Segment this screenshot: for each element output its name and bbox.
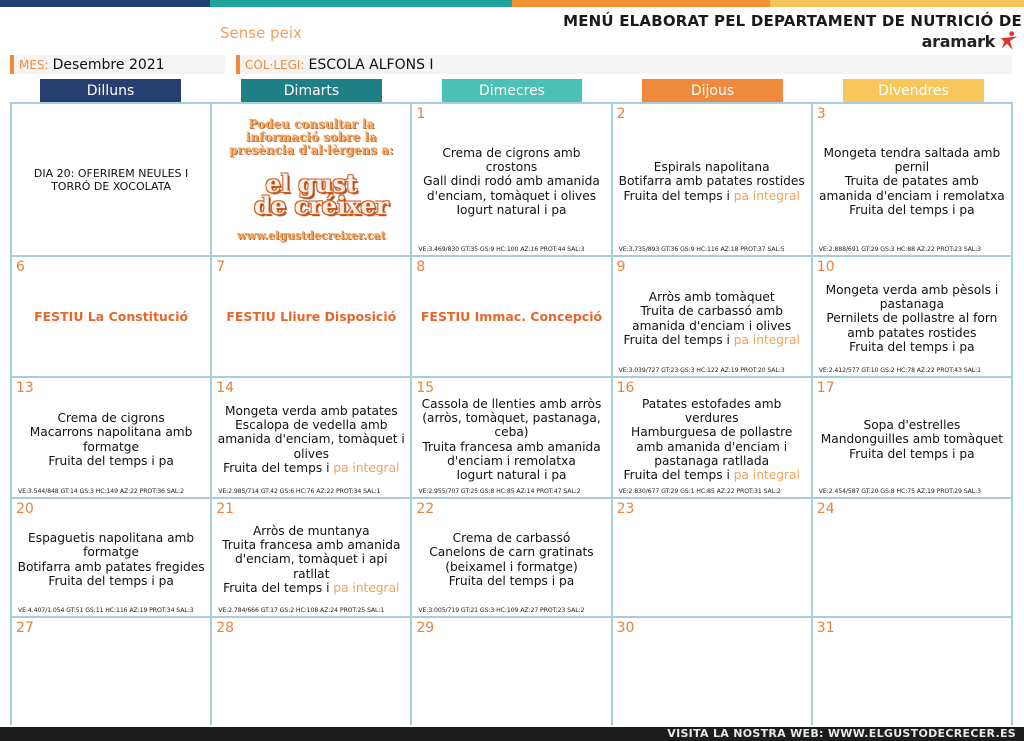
day-cell xyxy=(412,104,610,255)
dessert-fruit: Fruita del temps i xyxy=(623,467,730,482)
whole-grain-bread-label: pa integral xyxy=(733,332,800,347)
menu-dish: Truita de carbassó amb amanida d'enciam i olives xyxy=(632,304,792,333)
menu-content xyxy=(16,394,206,485)
menu-dish: Fruita del temps i pa xyxy=(448,573,575,588)
weekday-header-row xyxy=(0,79,1024,103)
menu-content xyxy=(817,273,1007,364)
menu-dish: Gall dindi rodó amb amanida d'enciam, tomàquet i olives xyxy=(423,174,600,203)
day-number: 20 xyxy=(16,501,34,517)
day-cell xyxy=(813,257,1011,376)
weekday-header-dimarts: Dimarts xyxy=(241,79,382,103)
month-field xyxy=(10,55,225,74)
day-number: 16 xyxy=(616,380,635,396)
nutrition-info: VE:2.888/691 GT:29 GS:3 HC:88 AZ:22 PROT:23 SAL:3 xyxy=(818,246,981,253)
menu-dish: Crema de carbassó xyxy=(452,531,571,546)
nutrition-info: VE:3.039/727 GT:23 GS:3 HC:122 AZ:19 PROT:20 SAL:3 xyxy=(618,367,785,374)
menu-dish: Fruita del temps i pa xyxy=(849,202,975,217)
day-cell xyxy=(613,499,811,616)
menu-dish: Mongeta verda amb patates xyxy=(224,403,398,418)
menu-dish: Botifarra amb patates fregides xyxy=(17,559,205,574)
header-title: MENÚ ELABORAT PEL DEPARTAMENT DE NUTRICIÓ DE xyxy=(563,12,1022,30)
day-number: 23 xyxy=(616,501,635,517)
menu-dish: Truita francesa amb amanida d'enciam, tomàquet i api ratllat xyxy=(222,538,401,581)
menu-content xyxy=(817,394,1007,485)
school-value: ESCOLA ALFONS I xyxy=(308,56,434,73)
menu-dish: Arròs de muntanya xyxy=(252,523,370,538)
menu-content xyxy=(617,273,807,364)
allergen-promo xyxy=(212,104,410,255)
day-cell xyxy=(212,378,410,497)
nutrition-info: VE:2.412/577 GT:10 GS:2 HC:78 AZ:22 PROT:43 SAL:1 xyxy=(818,367,981,374)
menu-content xyxy=(817,120,1007,243)
menu-dish: Truita francesa amb amanida d'enciam i remolatxa xyxy=(422,439,601,468)
school-field xyxy=(236,55,1012,74)
menu-dish: Fruita del temps i pa xyxy=(48,573,174,588)
day-cell xyxy=(613,257,811,376)
day-number: 2 xyxy=(616,106,626,122)
menu-dish: Sopa d'estrelles xyxy=(863,418,961,433)
top-bar-segment xyxy=(210,0,512,7)
footer-bar xyxy=(0,727,1024,741)
top-color-bar xyxy=(0,0,1024,7)
promo-text: Podeu consultar la informació sobre la presència d'al·lèrgens a: xyxy=(229,116,394,157)
menu-dish: Canelons de carn gratinats (beixamel i formatge) xyxy=(429,545,594,574)
day-number: 17 xyxy=(816,380,835,396)
menu-dish: Hamburguesa de pollastre amb amanida d'enciam i pastanaga ratllada xyxy=(631,425,793,468)
day-number: 6 xyxy=(16,259,25,275)
menu-content xyxy=(617,120,807,243)
day-cell xyxy=(613,378,811,497)
menu-content xyxy=(216,394,406,485)
day-number: 3 xyxy=(816,106,826,122)
day-number: 22 xyxy=(416,501,435,517)
day-cell xyxy=(412,378,610,497)
day-number: 10 xyxy=(816,259,835,275)
day-cell xyxy=(212,499,410,616)
nutrition-info: VE:3.005/719 GT:21 GS:3 HC:109 AZ:27 PROT:23 SAL:2 xyxy=(418,607,585,614)
day-cell xyxy=(412,618,610,729)
day-cell xyxy=(613,104,811,255)
notice-cell xyxy=(12,104,210,255)
whole-grain-bread-label: pa integral xyxy=(733,467,800,482)
top-bar-segment xyxy=(512,0,770,7)
day-cell xyxy=(212,618,410,729)
menu-dish: Crema de cigrons xyxy=(57,411,165,426)
dessert-fruit: Fruita del temps i xyxy=(223,580,330,595)
nutrition-info: VE:2.955/707 GT:25 GS:8 HC:85 AZ:14 PROT:47 SAL:2 xyxy=(418,488,581,495)
menu-dessert xyxy=(624,468,800,482)
promo-logo-line2: de créixer xyxy=(254,190,389,220)
menu-content xyxy=(617,394,807,485)
day-number: 7 xyxy=(216,259,226,275)
menu-content xyxy=(16,515,206,604)
menu-dish: Crema de cigrons amb crostons xyxy=(442,145,581,175)
menu-dish: Fruita del temps i pa xyxy=(849,339,975,354)
day-number: 21 xyxy=(216,501,235,517)
month-label: MES: xyxy=(19,57,49,72)
top-bar-segment xyxy=(0,0,210,7)
nutrition-info: VE:2.784/666 GT:17 GS:2 HC:108 AZ:24 PROT:25 SAL:1 xyxy=(218,607,385,614)
whole-grain-bread-label: pa integral xyxy=(733,188,800,203)
menu-dessert xyxy=(223,461,399,475)
menu-dessert xyxy=(223,581,399,595)
menu-dish: Fruita del temps i pa xyxy=(849,446,975,461)
day-number: 24 xyxy=(816,501,835,517)
menu-dish: Espirals napolitana xyxy=(653,160,770,175)
nutrition-info: VE:2.830/677 GT:29 GS:1 HC:85 AZ:22 PROT:31 SAL:2 xyxy=(618,488,781,495)
whole-grain-bread-label: pa integral xyxy=(333,460,400,475)
calendar-grid xyxy=(10,102,1013,725)
menu-dessert xyxy=(624,333,800,347)
day-cell xyxy=(12,257,210,376)
menu-variant-subtitle: Sense peix xyxy=(220,24,302,42)
menu-content xyxy=(216,515,406,604)
top-bar-segment xyxy=(770,0,1024,7)
day-number: 1 xyxy=(416,106,426,122)
notice-text: DIA 20: OFERIREM NEULES I TORRÓ DE XOCOLATA xyxy=(33,166,189,193)
day-number: 29 xyxy=(416,620,435,636)
el-gust-de-creixer-logo xyxy=(234,168,389,220)
day-cell xyxy=(813,378,1011,497)
nutrition-info: VE:2.454/587 GT:20 GS:8 HC:75 AZ:19 PROT:29 SAL:3 xyxy=(818,488,981,495)
dessert-fruit: Fruita del temps i xyxy=(623,188,730,203)
aramark-star-person-icon xyxy=(998,30,1020,52)
day-number: 28 xyxy=(216,620,235,636)
holiday-label: FESTIU Lliure Disposició xyxy=(226,309,397,324)
day-number: 13 xyxy=(16,380,34,396)
nutrition-info: VE:3.735/893 GT:36 GS:9 HC:116 AZ:18 PROT:37 SAL:5 xyxy=(618,246,785,253)
menu-dish: Iogurt natural i pa xyxy=(456,202,567,217)
day-number: 9 xyxy=(616,259,626,275)
brand-name: aramark xyxy=(921,31,995,51)
day-number: 15 xyxy=(416,380,435,396)
day-cell xyxy=(12,499,210,616)
weekday-header-divendres: Divendres xyxy=(843,79,984,103)
school-label: COL·LEGI: xyxy=(245,57,305,72)
nutrition-info: VE:3.469/830 GT:35 GS:9 HC:100 AZ:16 PROT:44 SAL:3 xyxy=(418,246,585,253)
day-number: 27 xyxy=(16,620,34,636)
day-cell xyxy=(813,104,1011,255)
day-cell xyxy=(412,257,610,376)
day-number: 31 xyxy=(816,620,835,636)
menu-dish: Fruita del temps i pa xyxy=(48,453,174,468)
weekday-header-dimecres: Dimecres xyxy=(442,79,582,103)
weekday-header-dilluns: Dilluns xyxy=(40,79,181,103)
holiday-label: FESTIU La Constitució xyxy=(34,309,189,324)
menu-dish: Truita de patates amb amanida d'enciam i remolatxa xyxy=(819,174,1005,203)
menu-dish: Macarrons napolitana amb formatge xyxy=(29,425,193,454)
menu-content xyxy=(416,394,606,485)
menu-dish: Mandonguilles amb tomàquet xyxy=(820,432,1003,447)
whole-grain-bread-label: pa integral xyxy=(333,580,400,595)
nutrition-info: VE:4.407/1.054 GT:51 GS:11 HC:116 AZ:19 PROT:34 SAL:3 xyxy=(18,607,194,614)
footer-website: VISITA LA NOSTRA WEB: WWW.ELGUSTODECRECER.ES xyxy=(667,727,1016,740)
promo-url: www.elgustdecreixer.cat xyxy=(236,228,386,242)
day-cell xyxy=(12,618,210,729)
menu-dish: Espaguetis napolitana amb formatge xyxy=(28,531,195,560)
menu-dish: Cassola de llenties amb arròs (arròs, tomàquet, pastanaga, ceba) xyxy=(421,396,602,440)
day-cell xyxy=(212,257,410,376)
day-cell xyxy=(613,618,811,729)
menu-dish: Escalopa de vedella amb amanida d'enciam, tomàquet i olives xyxy=(217,418,405,461)
menu-content xyxy=(416,515,606,604)
menu-dish: Mongeta tendra saltada amb pernil xyxy=(823,145,1001,175)
promo-logo-line1: el gust xyxy=(265,168,358,198)
day-cell xyxy=(813,499,1011,616)
nutrition-info: VE:3.544/848 GT:14 GS:3 HC:149 AZ:22 PROT:36 SAL:2 xyxy=(18,488,185,495)
menu-dish: Iogurt natural i pa xyxy=(456,467,567,482)
menu-dish: Arròs amb tomàquet xyxy=(648,290,775,305)
day-number: 14 xyxy=(216,380,235,396)
day-cell xyxy=(12,378,210,497)
menu-dish: Mongeta verda amb pèsols i pastanaga xyxy=(825,282,999,312)
menu-dish: Pernilets de pollastre al forn amb patates rostides xyxy=(826,311,998,340)
allergen-promo-cell xyxy=(212,104,410,255)
month-value: Desembre 2021 xyxy=(52,56,165,73)
menu-content xyxy=(416,120,606,243)
day-cell xyxy=(412,499,610,616)
day-cell xyxy=(813,618,1011,729)
aramark-logo xyxy=(922,30,1020,52)
dessert-fruit: Fruita del temps i xyxy=(623,332,730,347)
holiday-label: FESTIU Immac. Concepció xyxy=(420,309,603,324)
day-number: 8 xyxy=(416,259,426,275)
menu-dish: Botifarra amb patates rostides xyxy=(618,174,805,189)
menu-dish: Patates estofades amb verdures xyxy=(641,396,782,426)
menu-dessert xyxy=(624,189,800,203)
dessert-fruit: Fruita del temps i xyxy=(223,460,330,475)
day-number: 30 xyxy=(616,620,635,636)
nutrition-info: VE:2.985/714 GT:42 GS:6 HC:76 AZ:22 PROT:34 SAL:1 xyxy=(218,488,381,495)
weekday-header-dijous: Dijous xyxy=(642,79,783,103)
